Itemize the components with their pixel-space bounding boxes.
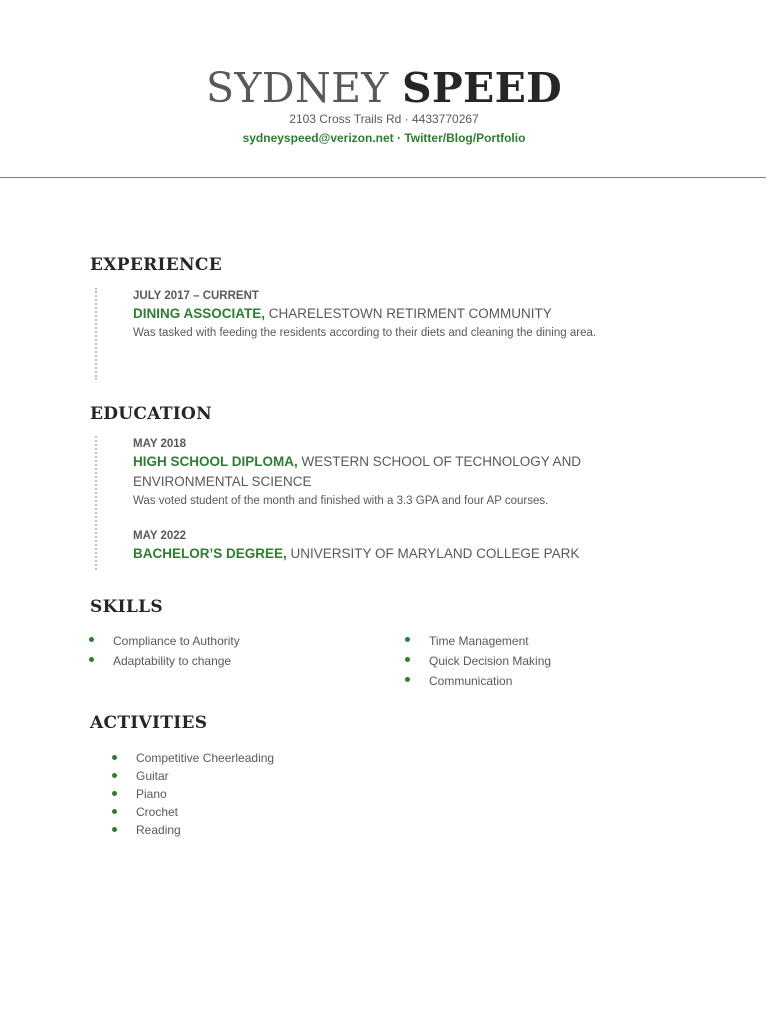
skill-label: Time Management [429, 634, 529, 648]
skills-list-right [405, 631, 551, 691]
candidate-name [0, 62, 768, 114]
entry-org: CHARELESTOWN RETIRMENT COMMUNITY [265, 306, 552, 321]
activities-heading: ACTIVITIES [90, 713, 208, 733]
entry-title [133, 452, 603, 492]
experience-heading: EXPERIENCE [90, 255, 222, 275]
bullet-icon [112, 791, 117, 796]
list-item [405, 671, 551, 691]
skill-label: Compliance to Authority [113, 634, 240, 648]
education-entry [133, 438, 603, 507]
bullet-icon [112, 827, 117, 832]
contact-line: sydneyspeed@verizon.net · Twitter/Blog/Portfolio [242, 131, 526, 145]
entry-date: MAY 2022 [133, 530, 187, 542]
list-item [112, 767, 274, 785]
skills-list-left [89, 631, 240, 671]
bullet-icon [405, 677, 410, 682]
address-line: 2103 Cross Trails Rd · 4433770267 [289, 112, 479, 126]
activity-label: Piano [136, 787, 167, 801]
list-item [112, 803, 274, 821]
experience-timeline [95, 288, 97, 380]
experience-entry [133, 290, 613, 339]
bullet-icon [112, 773, 117, 778]
entry-date: MAY 2018 [133, 438, 187, 450]
list-item [89, 631, 240, 651]
skills-heading: SKILLS [90, 597, 163, 617]
bullet-icon [112, 809, 117, 814]
entry-role: DINING ASSOCIATE, [133, 306, 266, 321]
skill-label: Adaptability to change [113, 654, 232, 668]
list-item [112, 821, 274, 839]
skill-label: Quick Decision Making [429, 654, 552, 668]
list-item [112, 785, 274, 803]
entry-org: WESTERN SCHOOL OF TECHNOLOGY AND ENVIRONMENTAL SCIENCE [133, 454, 582, 489]
first-name: SYDNEY [205, 64, 389, 112]
list-item [405, 631, 551, 651]
entry-title [133, 304, 613, 324]
last-name: SPEED [402, 64, 563, 112]
bullet-icon [112, 755, 117, 760]
entry-role: HIGH SCHOOL DIPLOMA, [133, 454, 298, 469]
entry-role: BACHELOR’S DEGREE, [133, 546, 287, 561]
education-heading: EDUCATION [90, 404, 212, 424]
activity-label: Guitar [136, 769, 169, 783]
list-item [89, 651, 240, 671]
activity-label: Crochet [136, 805, 179, 819]
skill-label: Communication [429, 674, 513, 688]
bullet-icon [405, 657, 410, 662]
list-item [112, 749, 274, 767]
header-divider [0, 177, 766, 178]
bullet-icon [89, 657, 94, 662]
activity-label: Reading [136, 823, 181, 837]
bullet-icon [405, 637, 410, 642]
education-timeline [95, 436, 97, 570]
activity-label: Competitive Cheerleading [136, 751, 275, 765]
activities-list [112, 749, 274, 839]
education-entry [133, 530, 613, 564]
entry-description: Was tasked with feeding the residents according to their diets and cleaning the dining area. [133, 327, 597, 339]
entry-title [133, 544, 613, 564]
entry-date: JULY 2017 – CURRENT [133, 290, 259, 302]
entry-description: Was voted student of the month and finished with a 3.3 GPA and four AP courses. [133, 495, 549, 507]
bullet-icon [89, 637, 94, 642]
entry-org: UNIVERSITY OF MARYLAND COLLEGE PARK [286, 546, 580, 561]
list-item [405, 651, 551, 671]
